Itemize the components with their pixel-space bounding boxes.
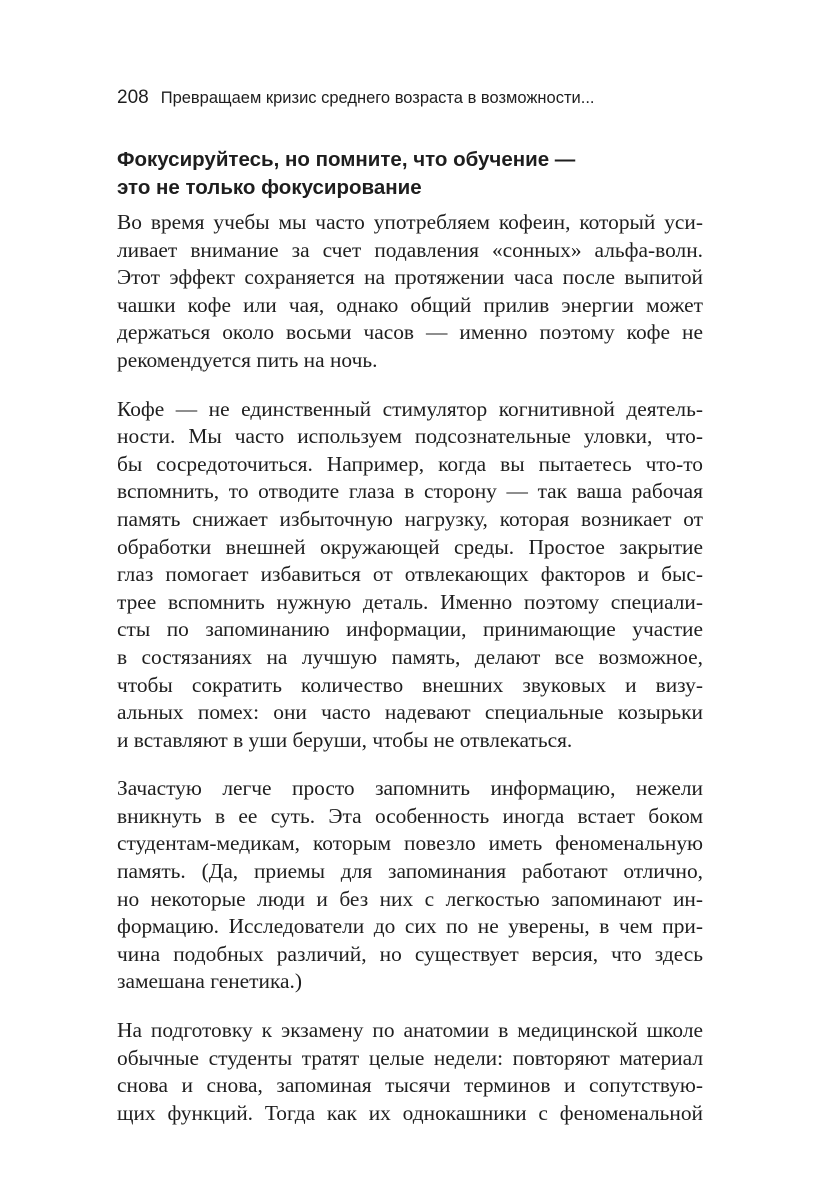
text-line: сты по запоминанию информации, принимающие участие — [117, 617, 703, 642]
text-line: снова и снова, запоминая тысячи терминов и сопутствую- — [117, 1073, 703, 1098]
body-text — [117, 209, 703, 1148]
text-line: вспомнить, то отводите глаза в сторону — так ваша рабочая — [117, 479, 703, 504]
section-heading-line: Фокусируйтесь, но помните, что обучение — — [117, 148, 576, 171]
text-line: рекомендуется пить на ночь. — [117, 347, 378, 372]
text-line: обработки внешней окружающей среды. Простое закрытие — [117, 534, 703, 559]
page-number: 208 — [117, 87, 149, 108]
running-header — [117, 86, 717, 109]
text-line: чтобы сократить количество внешних звуковых и визу- — [117, 672, 703, 697]
text-line: и вставляют в уши беруши, чтобы не отвлекаться. — [117, 727, 573, 752]
text-line: трее вспомнить нужную деталь. Именно поэтому специали- — [117, 589, 703, 614]
text-line: но некоторые люди и без них с легкостью запоминают ин- — [117, 886, 703, 911]
text-line: Кофе — не единственный стимулятор когнитивной деятель- — [117, 396, 703, 421]
text-line: альных помех: они часто надевают специальные козырьки — [117, 700, 703, 725]
text-line: ливает внимание за счет подавления «сонных» альфа-волн. — [117, 237, 703, 262]
section-heading-line: это не только фокусирование — [117, 176, 422, 199]
text-line: память. (Да, приемы для запоминания работают отлично, — [117, 859, 703, 884]
paragraph-caffeine — [117, 209, 703, 375]
text-line: формацию. Исследователи до сих по не уверены, в чем при- — [117, 914, 703, 939]
text-line: На подготовку к экзамену по анатомии в медицинской школе — [117, 1018, 703, 1043]
text-line: студентам-медикам, которым повезло иметь феноменальную — [117, 831, 703, 856]
text-line: Зачастую легче просто запомнить информацию, нежели — [117, 776, 703, 801]
text-line: замешана генетика.) — [117, 969, 302, 994]
chapter-title: Превращаем кризис среднего возраста в возможности... — [160, 89, 595, 107]
text-line: вникнуть в ее суть. Эта особенность иногда встает боком — [117, 803, 703, 828]
text-line: в состязаниях на лучшую память, делают все возможное, — [117, 644, 703, 669]
paragraph-anatomy-exam — [117, 1017, 703, 1127]
text-line: бы сосредоточиться. Например, когда вы пытаетесь что-то — [117, 451, 703, 476]
text-line: Этот эффект сохраняется на протяжении часа после выпитой — [117, 265, 703, 290]
text-line: держаться около восьми часов — именно поэтому кофе не — [117, 320, 703, 345]
text-line: глаз помогает избавиться от отвлекающих факторов и быс- — [117, 562, 703, 587]
text-line: чина подобных различий, но существует версия, что здесь — [117, 941, 703, 966]
paragraph-stimulants — [117, 396, 703, 755]
text-line: ности. Мы часто используем подсознательные уловки, что- — [117, 424, 703, 449]
text-line: обычные студенты тратят целые недели: повторяют материал — [117, 1045, 703, 1070]
text-line: Во время учебы мы часто употребляем кофеин, который уси- — [117, 210, 703, 234]
text-line: щих функций. Тогда как их однокашники с феноменальной — [117, 1100, 703, 1125]
paragraph-memorization — [117, 775, 703, 996]
section-heading — [117, 146, 707, 202]
text-line: чашки кофе или чая, однако общий прилив энергии может — [117, 292, 703, 317]
text-line: память снижает избыточную нагрузку, которая возникает от — [117, 506, 703, 531]
